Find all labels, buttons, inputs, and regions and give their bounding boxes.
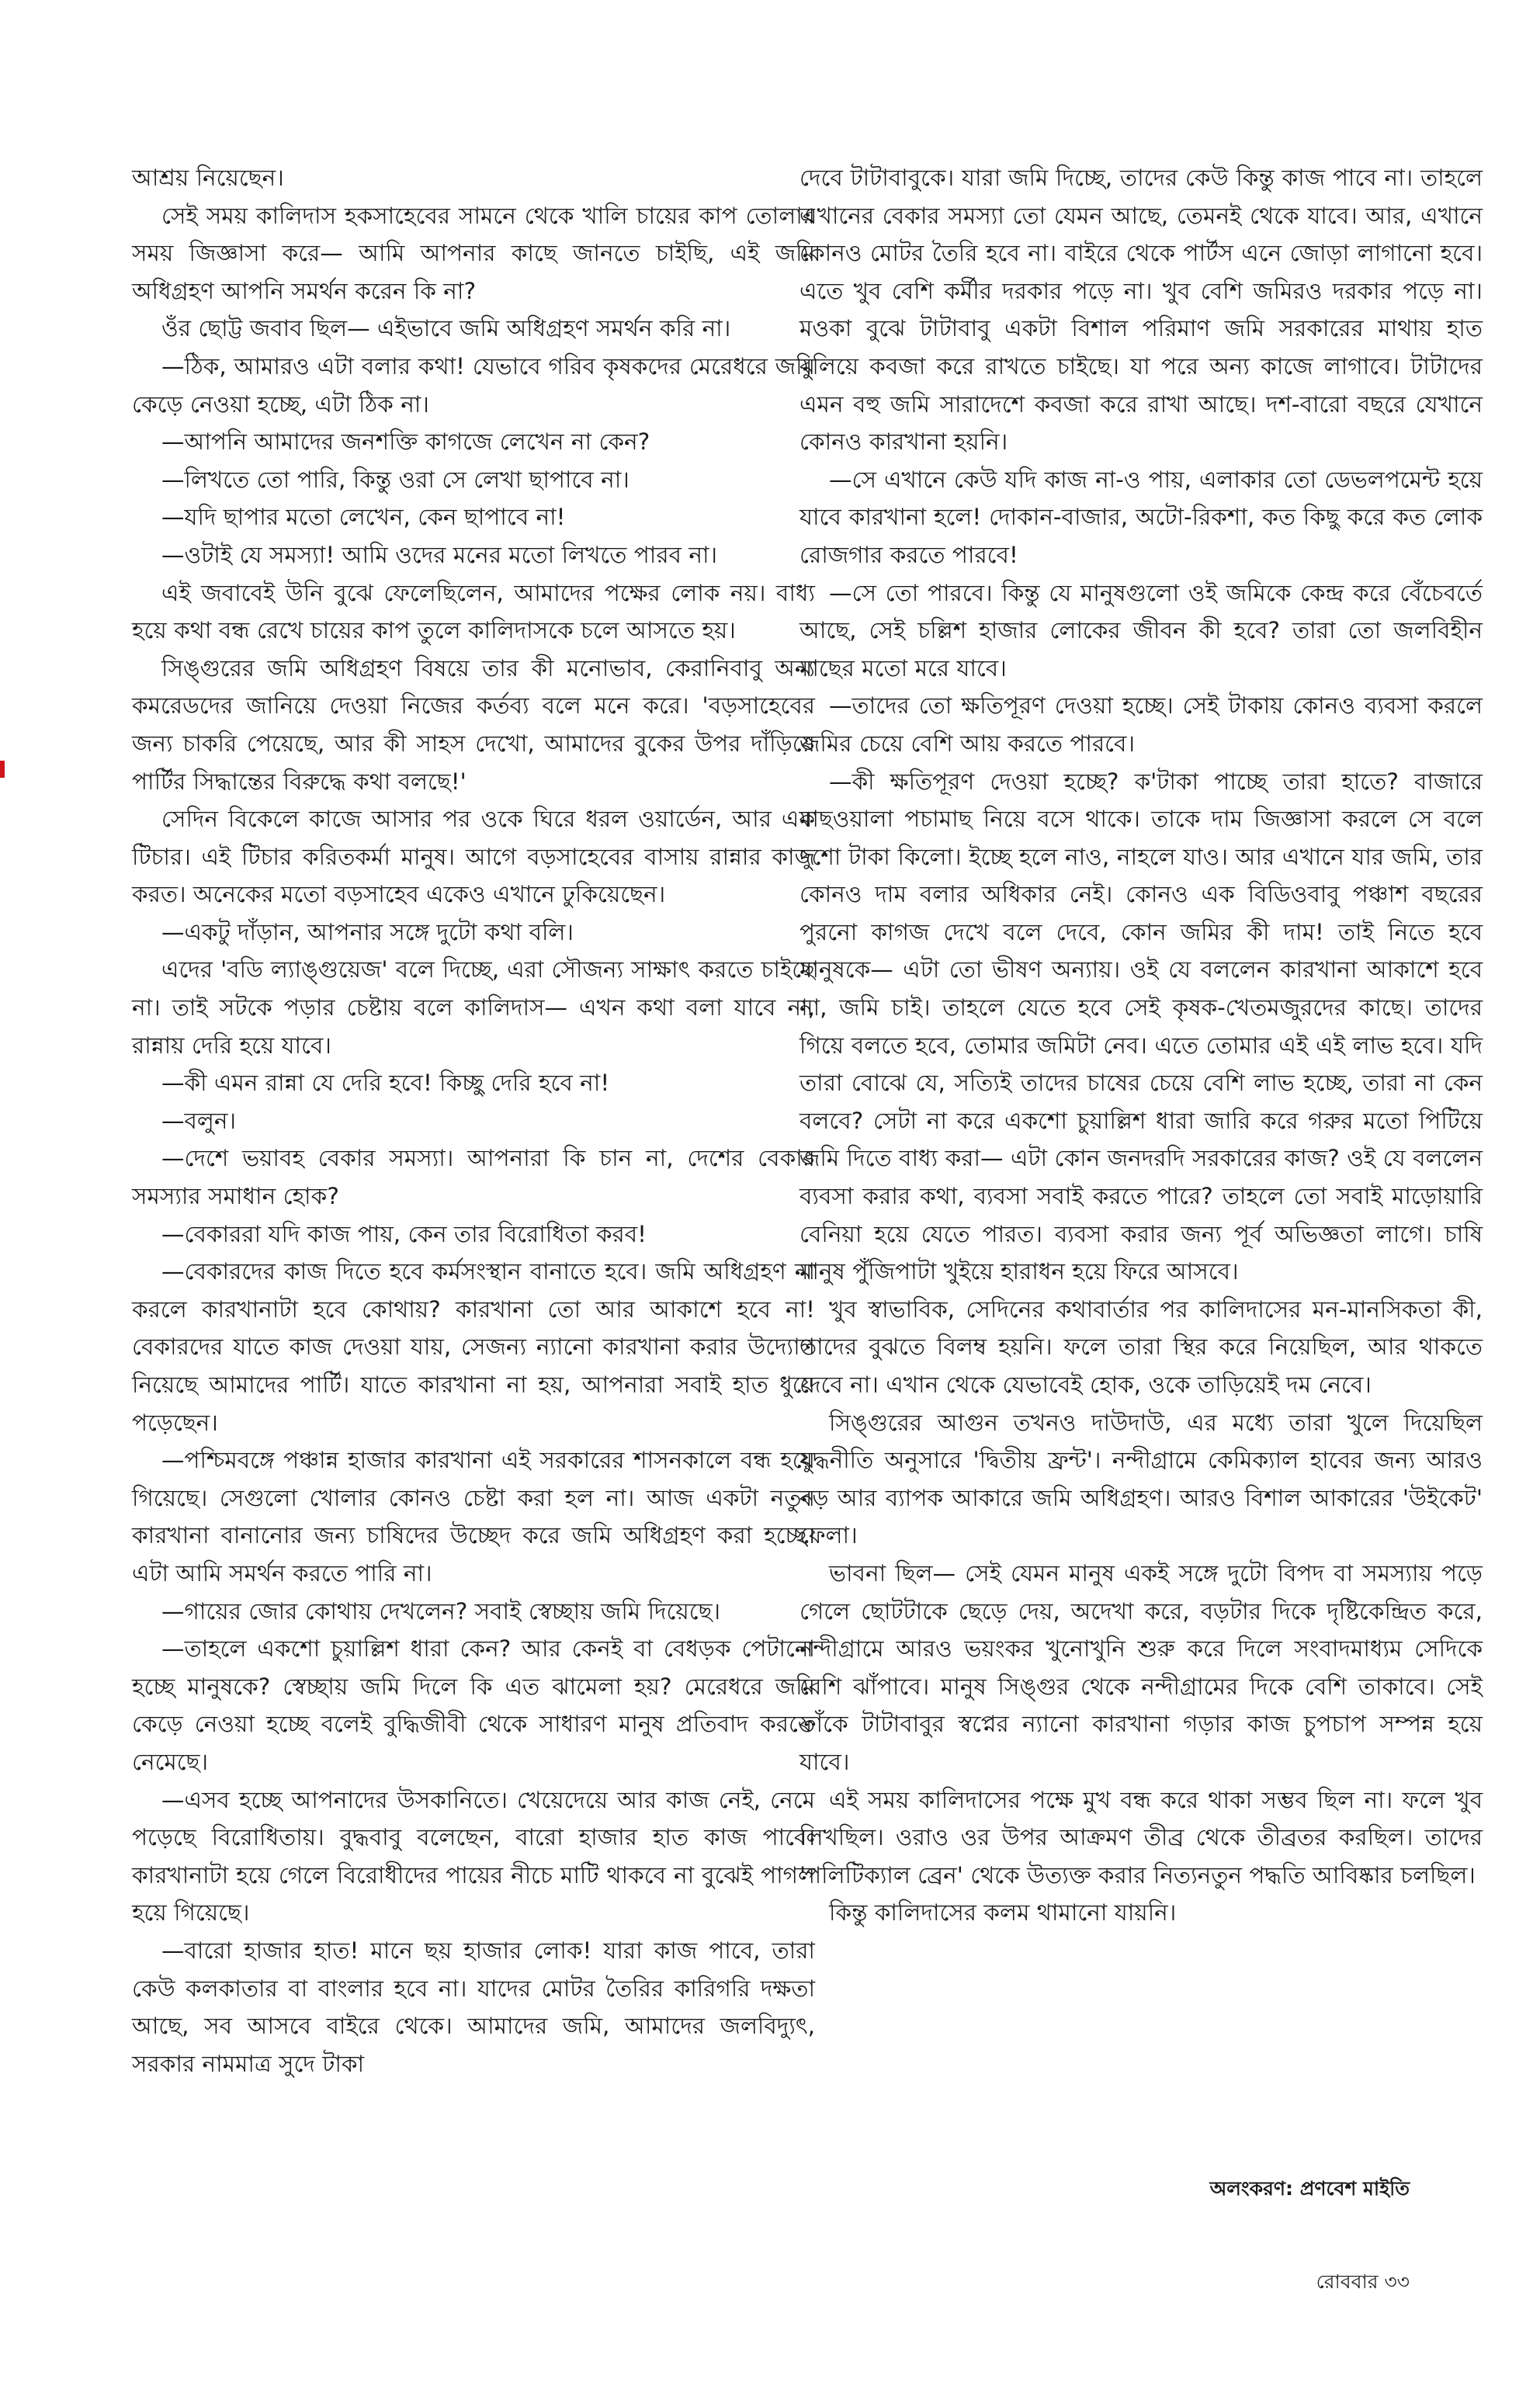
paragraph: —কী ক্ষতিপূরণ দেওয়া হচ্ছে? ক'টাকা পাচ্ছে তারা হাতে? বাজারে মাছওয়ালা পচামাছ নিয়ে বসে থাকে। তাকে দাম জিজ্ঞাসা করলে সে বলে দুশো টাকা কিলো। ইচ্ছে হলে নাও, নাহলে যাও। আর এখানে যার জমি, তার কোনও দাম বলার অধিকার নেই। কোনও এক বিডিওবাবু পঞ্চাশ বছরের পুরনো কাগজ দেখে বলে দেবে, কোন জমির কী দাম! তাই নিতে হবে মানুষকে— এটা তো ভীষণ অন্যায়। ওই যে বললেন কারখানা আকাশে হবে না, জমি চাই। তাহলে যেতে হবে সেই কৃষক-খেতমজুরদের কাছে। তাদের গিয়ে বলতে হবে, তোমার জমিটা নেব। এতে তোমার এই এই লাভ হবে। যদি তারা বোঝে যে, সত্যিই তাদের চাষের চেয়ে বেশি লাভ হচ্ছে, তারা না কেন বলবে? সেটা না করে একশো চুয়াল্লিশ ধারা জারি করে গরুর মতো পিটিয়ে জমি দিতে বাধ্য করা— এটা কোন জনদরদি সরকারের কাজ? ওই যে বললেন ব্যবসা করার কথা, ব্যবসা সবাই করতে পারে? তাহলে তো সবাই মাড়োয়ারি বেনিয়া হয়ে যেতে পারত। ব্যবসা করার জন্য পূর্ব অভিজ্ঞতা লাগে। চাষি মানুষ পুঁজিপাটা খুইয়ে হারাধন হয়ে ফিরে আসবে। <box>799 768 1483 1285</box>
paragraph: —বলুন। <box>161 1107 237 1134</box>
paragraph: সিঙ্গুরের আগুন তখনও দাউদাউ, এর মধ্যে তারা খুলে দিয়েছিল যুদ্ধনীতি অনুসারে 'দ্বিতীয় ফ্রন্ট'। নন্দীগ্রামে কেমিক্যাল হাবের জন্য আরও বড় আর ব্যাপক আকারে জমি অধিগ্রহণ। আরও বিশাল আকারের 'উইকেট' ফেলা। <box>799 1409 1483 1549</box>
paragraph: ভাবনা ছিল— সেই যেমন মানুষ একই সঙ্গে দুটো বিপদ বা সমস্যায় পড়ে গেলে ছোটটাকে ছেড়ে দেয়, অদেখা করে, বড়টার দিকে দৃষ্টিকেন্দ্রিত করে, নন্দীগ্রামে আরও ভয়ংকর খুনোখুনি শুরু করে দিলে সংবাদমাধ্যম সেদিকে বেশি ঝাঁপাবে। মানুষ সিঙ্গুর থেকে নন্দীগ্রামের দিকে বেশি তাকাবে। সেই ফাঁকে টাটাবাবুর স্বপ্নের ন্যানো কারখানা গড়ার কাজ চুপচাপ সম্পন্ন হয়ে যাবে। <box>799 1559 1483 1775</box>
paragraph: —লিখতে তো পারি, কিন্তু ওরা সে লেখা ছাপাবে না। <box>161 466 630 493</box>
paragraph: এই সময় কালিদাসের পক্ষে মুখ বন্ধ করে থাকা সম্ভব ছিল না। ফলে খুব লিখছিল। ওরাও ওর উপর আক্রমণ তীব্র থেকে তীব্রতর করছিল। তাদের 'পলিটিক্যাল ব্রেন' থেকে উত্যক্ত করার নিত্যনতুন পদ্ধতি আবিষ্কার চলছিল। <box>799 1786 1483 1888</box>
paragraph: —সে তো পারবে। কিন্তু যে মানুষগুলো ওই জমিকে কেন্দ্র করে বেঁচেবর্তে আছে, সেই চল্লিশ হাজার লোকের জীবন কী হবে? তারা তো জলবিহীন মাছের মতো মরে যাবে। <box>799 579 1483 681</box>
paragraph: সেদিন বিকেলে কাজে আসার পর ওকে ঘিরে ধরল ওয়ার্ডেন, আর এক টিচার। এই টিচার করিতকর্মা মানুষ। আগে বড়সাহেবের বাসায় রান্নার কাজ করত। অনেকের মতো বড়সাহেব একেও এখানে ঢুকিয়েছেন। <box>132 806 815 908</box>
paragraph: —দেশে ভয়াবহ বেকার সমস্যা। আপনারা কি চান না, দেশের বেকার সমস্যার সমাধান হোক? <box>132 1145 815 1210</box>
edge-color-mark <box>0 761 5 778</box>
paragraph: —বারো হাজার হাত! মানে ছয় হাজার লোক! যারা কাজ পাবে, তারা কেউ কলকাতার বা বাংলার হবে না। যাদের মোটর তৈরির কারিগরি দক্ষতা আছে, সব আসবে বাইরে থেকে। আমাদের জমি, আমাদের জলবিদ্যুৎ, সরকার নামমাত্র সুদে টাকা <box>132 1937 815 2077</box>
paragraph: —এসব হচ্ছে আপনাদের উসকানিতে। খেয়েদেয়ে আর কাজ নেই, নেমে পড়েছে বিরোধিতায়। বুদ্ধবাবু বলেছেন, বারো হাজার হাত কাজ পাবে। কারখানাটা হয়ে গেলে বিরোধীদের পায়ের নীচে মাটি থাকবে না বুঝেই পাগল হয়ে গিয়েছে। <box>132 1786 815 1927</box>
paragraph: —ওটাই যে সমস্যা! আমি ওদের মনের মতো লিখতে পারব না। <box>161 541 718 568</box>
paragraph: —ঠিক, আমারও এটা বলার কথা! যেভাবে গরিব কৃষকদের মেরেধরে জমি কেড়ে নেওয়া হচ্ছে, এটা ঠিক না। <box>132 352 815 418</box>
article-column-right <box>799 159 1483 1932</box>
paragraph: —যদি ছাপার মতো লেখেন, কেন ছাপাবে না! <box>161 504 566 531</box>
paragraph: ওঁর ছোট্ট জবাব ছিল— এইভাবে জমি অধিগ্রহণ সমর্থন করি না। <box>161 315 731 342</box>
paragraph: —একটু দাঁড়ান, আপনার সঙ্গে দুটো কথা বলি। <box>161 918 574 945</box>
paragraph: এদের 'বডি ল্যাঙ্গুয়েজ' বলে দিচ্ছে, এরা সৌজন্য সাক্ষাৎ করতে চাইছে না। তাই সটকে পড়ার চেষ্টায় বলে কালিদাস— এখন কথা বলা যাবে না, রান্নায় দেরি হয়ে যাবে। <box>132 956 815 1059</box>
paragraph: —তাহলে একশো চুয়াল্লিশ ধারা কেন? আর কেনই বা বেধড়ক পেটানো হচ্ছে মানুষকে? স্বেচ্ছায় জমি দিলে কি এত ঝামেলা হয়? মেরেধরে জমি কেড়ে নেওয়া হচ্ছে বলেই বুদ্ধিজীবী থেকে সাধারণ মানুষ প্রতিবাদ করতে নেমেছে। <box>132 1635 815 1775</box>
paragraph: সেই সময় কালিদাস হকসাহেবের সামনে থেকে খালি চায়ের কাপ তোলার সময় জিজ্ঞাসা করে— আমি আপনার কাছে জানতে চাইছি, এই জমি অধিগ্রহণ আপনি সমর্থন করেন কি না? <box>132 202 815 304</box>
paragraph: —বেকাররা যদি কাজ পায়, কেন তার বিরোধিতা করব! <box>161 1220 647 1247</box>
paragraph: —তাদের তো ক্ষতিপূরণ দেওয়া হচ্ছে। সেই টাকায় কোনও ব্যবসা করলে জমির চেয়ে বেশি আয় করতে পারবে। <box>799 692 1483 757</box>
paragraph: —বেকারদের কাজ দিতে হবে কর্মসংস্থান বানাতে হবে। জমি অধিগ্রহণ না করলে কারখানাটা হবে কোথায়? কারখানা তো আর আকাশে হবে না! বেকারদের যাতে কাজ দেওয়া যায়, সেজন্য ন্যানো কারখানা করার উদ্যোগ নিয়েছে আমাদের পার্টি। যাতে কারখানা না হয়, আপনারা সবাই হাত ধুয়ে পড়েছেন। <box>132 1258 815 1436</box>
paragraph: আশ্রয় নিয়েছেন। <box>132 165 284 191</box>
paragraph: সিঙ্গুরের জমি অধিগ্রহণ বিষয়ে তার কী মনোভাব, কেরানিবাবু অন্য কমরেডদের জানিয়ে দেওয়া নিজের কর্তব্য বলে মনে করে। 'বড়সাহেবের জন্য চাকরি পেয়েছে, আর কী সাহস দেখো, আমাদের বুকের উপর দাঁড়িয়ে পার্টির সিদ্ধান্তের বিরুদ্ধে কথা বলছে!' <box>132 654 815 795</box>
paragraph: খুব স্বাভাবিক, সেদিনের কথাবার্তার পর কালিদাসের মন-মানসিকতা কী, তাদের বুঝতে বিলম্ব হয়নি। ফলে তারা স্থির করে নিয়েছিল, আর থাকতে দেবে না। এখান থেকে যেভাবেই হোক, ওকে তাড়িয়েই দম নেবে। <box>799 1295 1483 1398</box>
paragraph: দেবে টাটাবাবুকে। যারা জমি দিচ্ছে, তাদের কেউ কিন্তু কাজ পাবে না। তাহলে এখানের বেকার সমস্যা তো যেমন আছে, তেমনই থেকে যাবে। আর, এখানে কোনও মোটর তৈরি হবে না। বাইরে থেকে পার্টস এনে জোড়া লাগানো হবে। এতে খুব বেশি কর্মীর দরকার পড়ে না। খুব বেশি জমিরও দরকার পড়ে না। মওকা বুঝে টাটাবাবু একটা বিশাল পরিমাণ জমি সরকারের মাথায় হাত বুলিয়ে কবজা করে রাখতে চাইছে। যা পরে অন্য কাজে লাগাবে। টাটাদের এমন বহু জমি সারাদেশে কবজা করে রাখা আছে। দশ-বারো বছরে যেখানে কোনও কারখানা হয়নি। <box>799 165 1483 456</box>
paragraph: —গায়ের জোর কোথায় দেখলেন? সবাই স্বেচ্ছায় জমি দিয়েছে। <box>161 1597 721 1625</box>
article-column-left <box>132 159 815 2083</box>
paragraph: এই জবাবেই উনি বুঝে ফেলেছিলেন, আমাদের পক্ষের লোক নয়। বাধ্য হয়ে কথা বন্ধ রেখে চায়ের কাপ তুলে কালিদাসকে চলে আসতে হয়। <box>132 579 815 644</box>
paragraph: —আপনি আমাদের জনশক্তি কাগজে লেখেন না কেন? <box>161 428 650 456</box>
page-folio: রোববার ৩৩ <box>1316 2270 1410 2293</box>
paragraph: কিন্তু কালিদাসের কলম থামানো যায়নি। <box>829 1899 1177 1927</box>
paragraph: —পশ্চিমবঙ্গে পঞ্চান্ন হাজার কারখানা এই সরকারের শাসনকালে বন্ধ হয়ে গিয়েছে। সেগুলো খোলার কোনও চেষ্টা করা হল না। আজ একটা নতুন কারখানা বানানোর জন্য চাষিদের উচ্ছেদ করে জমি অধিগ্রহণ করা হচ্ছে। এটা আমি সমর্থন করতে পারি না। <box>132 1447 815 1587</box>
paragraph: —সে এখানে কেউ যদি কাজ না-ও পায়, এলাকার তো ডেভলপমেন্ট হয়ে যাবে কারখানা হলে! দোকান-বাজার, অটো-রিকশা, কত কিছু করে কত লোক রোজগার করতে পারবে! <box>799 466 1483 568</box>
paragraph: —কী এমন রান্না যে দেরি হবে! কিচ্ছু দেরি হবে না! <box>161 1070 610 1097</box>
illustration-credit: অলংকরণ: প্রণবেশ মাইতি <box>1209 2177 1410 2200</box>
